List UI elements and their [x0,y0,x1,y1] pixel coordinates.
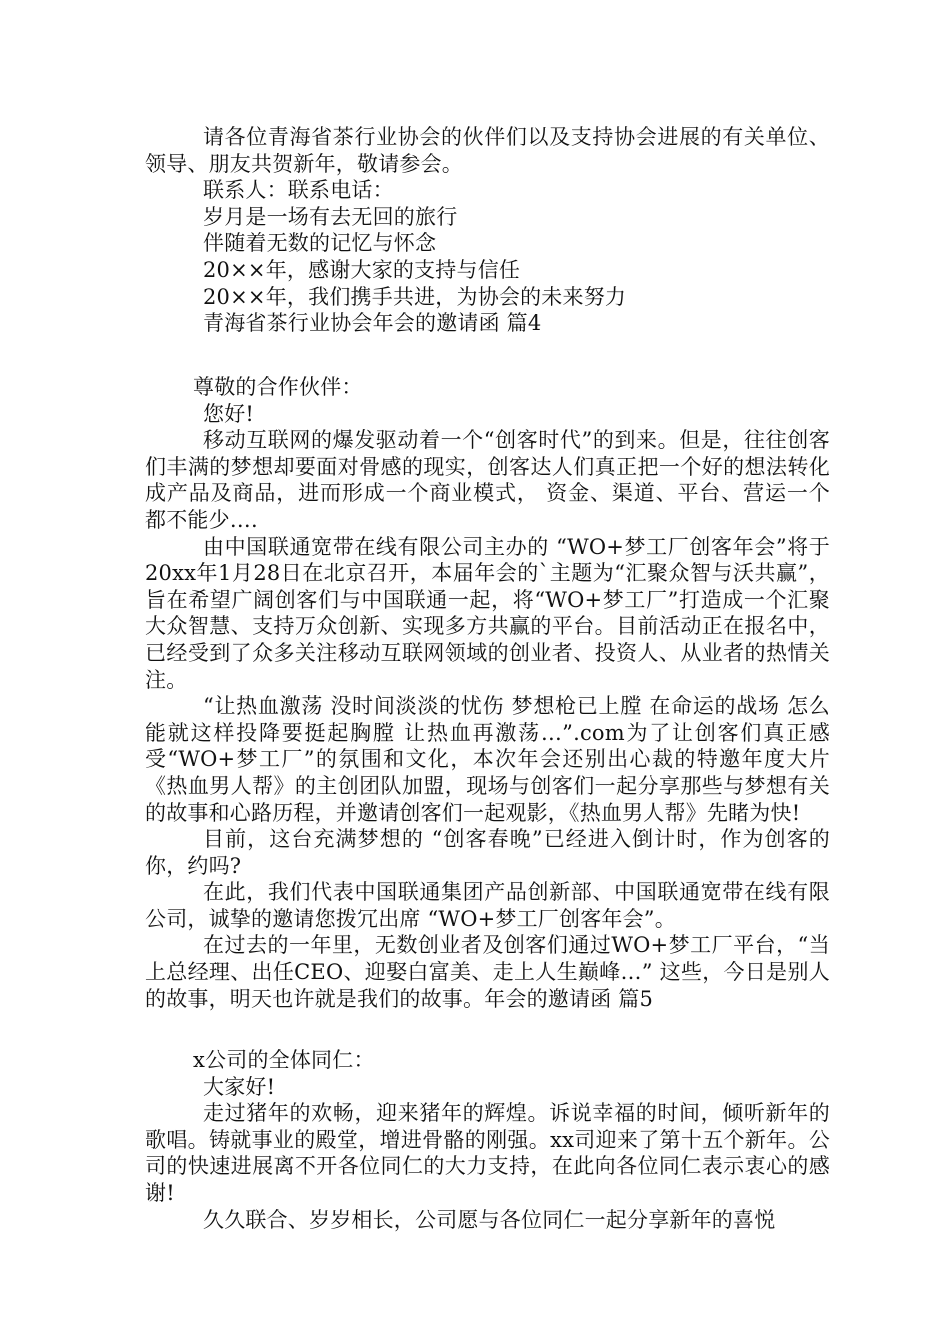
paragraph: 岁月是一场有去无回的旅行 [203,204,458,229]
paragraph: 请各位青海省茶行业协会的伙伴们以及支持协会进展的有关单位、领导、朋友共贺新年，敬请参会。 [145,125,830,176]
section-heading: 青海省茶行业协会年会的邀请函 篇4 [203,311,542,336]
paragraph: 在过去的一年里，无数创业者及创客们通过WO+梦工厂平台，“当上总经理、出任CEO、迎娶白富美、走上人生巅峰…” 这些，今日是别人的故事，明天也许就是我们的故事。年会的邀请函 篇5 [145,933,830,1011]
contact-line: 联系人：联系电话： [203,178,394,203]
paragraph: 走过猪年的欢畅，迎来猪年的辉煌。诉说幸福的时间，倾听新年的歌唱。铸就事业的殿堂，增进骨骼的刚强。xx司迎来了第十五个新年。公司的快速进展离不开各位同仁的大力支持，在此向各位同仁表示衷心的感谢! [145,1101,830,1205]
paragraph: 移动互联网的爆发驱动着一个“创客时代”的到来。但是，往往创客们丰满的梦想却要面对骨感的现实，创客达人们真正把一个好的想法转化成产品及商品，进而形成一个商业模式， 资金、渠道、平台、营运一个都不能少…. [145,428,830,532]
paragraph: 目前，这台充满梦想的 “创客春晚”已经进入倒计时，作为创客的你，约吗? [145,827,830,878]
section-2 [145,374,830,1012]
paragraph: 20××年，感谢大家的支持与信任 [203,257,521,282]
paragraph: 20××年，我们携手共进，为协会的未来努力 [203,284,627,309]
paragraph: 久久联合、岁岁相长，公司愿与各位同仁一起分享新年的喜悦 [203,1207,776,1232]
paragraph: 伴随着无数的记忆与怀念 [203,231,437,256]
salutation: 尊敬的合作伙伴： [193,375,363,399]
paragraph: 由中国联通宽带在线有限公司主办的 “WO+梦工厂创客年会”将于20xx年1月28日在北京召开，本届年会的`主题为“汇聚众智与沃共赢”，旨在希望广阔创客们与中国联通一起，将“WO+梦工厂”打造成一个汇聚大众智慧、支持万众创新、实现多方共赢的平台。目前活动正在报名中，已经受到了众多关注移动互联网领域的创业者、投资人、从业者的热情关注。 [145,534,830,692]
salutation: x公司的全体同仁： [193,1048,375,1072]
section-1 [145,124,830,337]
greeting: 大家好! [203,1074,276,1099]
greeting: 您好! [203,401,255,426]
paragraph: “让热血激荡 没时间淡淡的忧伤 梦想枪已上膛 在命运的战场 怎么能就这样投降要挺起胸膛 让热血再激荡…”.com为了让创客们真正感受“WO+梦工厂”的氛围和文化，本次年会还别出心裁的特邀年度大片《热血男人帮》的主创团队加盟，现场与创客们一起分享那些与梦想有关的故事和心路历程，并邀请创客们一起观影，《热血男人帮》先睹为快! [145,694,830,825]
paragraph: 在此，我们代表中国联通集团产品创新部、中国联通宽带在线有限公司，诚挚的邀请您拨冗出席 “WO+梦工厂创客年会”。 [145,880,830,931]
section-3 [145,1047,830,1233]
